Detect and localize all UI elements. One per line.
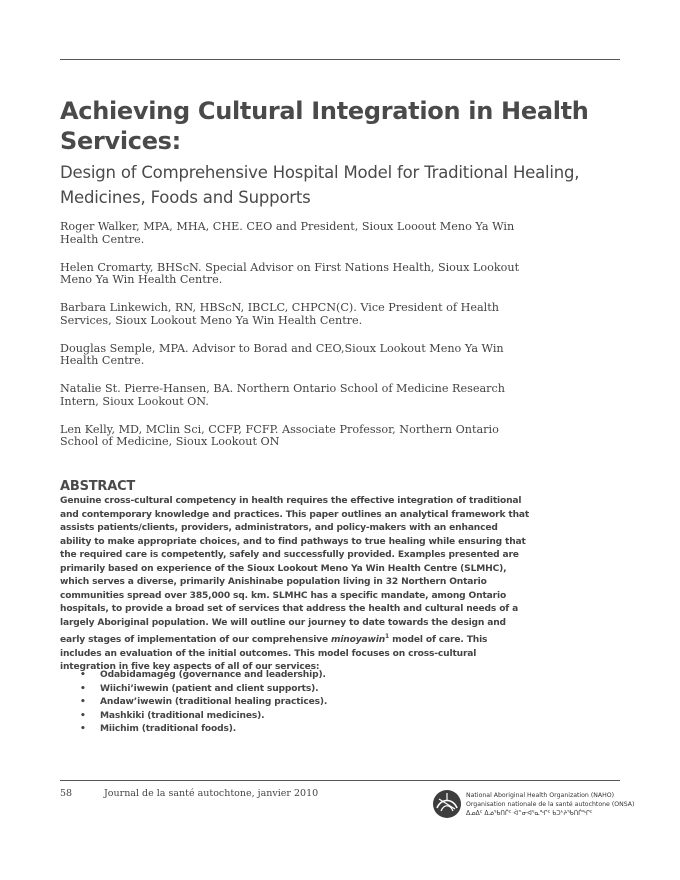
page-number: 58 [60, 788, 73, 799]
list-item [60, 710, 460, 724]
author-entry: Barbara Linkewich, RN, HBScN, IBCLC, CHPCN(C). Vice President of Health Services, Sioux Lookout Meno Ya Win Health Centre. [60, 301, 499, 327]
journal-name: Journal de la santé autochtone, janvier 2010 [104, 788, 319, 799]
list-item [60, 683, 460, 697]
abstract-text-part2: model of care. This includes an evaluation of the initial outcomes. This model focuses on cross-cultural integration in five key aspects of all of our services: [60, 635, 488, 673]
author-entry: Len Kelly, MD, MClin Sci, CCFP, FCFP. Associate Professor, Northern Ontario School of Medicine, Sioux Lookout ON [60, 422, 499, 448]
author-list [60, 221, 530, 464]
bullet: • [80, 724, 86, 734]
list-item [60, 723, 460, 737]
bullet: • [80, 670, 86, 680]
author-entry: Helen Cromarty, BHScN. Special Advisor on First Nations Health, Sioux Lookout Meno Ya Win Health Centre. [60, 260, 520, 286]
bullet: • [80, 683, 86, 694]
list-item [60, 669, 460, 683]
paper-title: Achieving Cultural Integration in Health Services: [60, 97, 589, 155]
list-item-text: Mashkiki (traditional medicines). [100, 710, 265, 721]
naho-logo-icon [432, 789, 462, 819]
author-entry: Natalie St. Pierre-Hansen, BA. Northern Ontario School of Medicine Research Intern, Sioux Lookout ON. [60, 382, 505, 408]
paper-subtitle: Design of Comprehensive Hospital Model for Traditional Healing, Medicines, Foods and Supports [60, 163, 580, 207]
bottom-rule [60, 780, 620, 781]
key-aspects-list [60, 669, 460, 737]
list-item-text: Andaw’iwewin (traditional healing practices). [100, 697, 328, 707]
abstract-heading: ABSTRACT [60, 479, 136, 494]
bullet: • [80, 710, 86, 721]
list-item-text: Miichim (traditional foods). [100, 724, 237, 734]
author-entry: Roger Walker, MPA, MHA, CHE. CEO and President, Sioux Looout Meno Ya Win Health Centre. [60, 220, 515, 246]
list-item-text: Wiichi’iwewin (patient and client supports). [100, 683, 319, 694]
org-line-en: National Aboriginal Health Organization (NAHO) [466, 792, 615, 799]
list-item-text: Odabidamageg (governance and leadership). [100, 670, 326, 680]
abstract-term: minoyawin [331, 635, 386, 646]
abstract-text [60, 495, 530, 675]
author-entry: Douglas Semple, MPA. Advisor to Borad and CEO,Sioux Lookout Meno Ya Win Health Centre. [60, 341, 504, 367]
organization-name [466, 791, 634, 818]
bullet: • [80, 697, 86, 707]
top-rule [60, 59, 620, 60]
org-line-fr: Organisation nationale de la santé autochtone (ONSA) [466, 801, 635, 808]
abstract-text-part1: Genuine cross-cultural competency in health requires the effective integration of traditional and contemporary knowledge and practices. This paper outlines an analytical framework that assists patients/clients, providers, administrators, and policy-makers with an enhanced ability to make appropriate choices, and to find pathways to true healing while ensuring that the required care is competently, safely and successfully provided. Examples presented are primarily based on experience of the Sioux Lookout Meno Ya Win Health Centre (SLMHC), which serves a diverse, primarily Anishinabe population living in 32 Northern Ontario communities spread over 385,000 sq. km. SLMHC has a specific mandate, among Ontario hospitals, to provide a broad set of services that address the health and cultural needs of a largely Aboriginal population. We will outline our journey to date towards the design and early stages of implementation of our comprehensive [60, 496, 530, 646]
footnote-mark: 1 [385, 633, 390, 640]
org-line-iu: ᐃᓄᐃᑦ ᐃᓅᖃᑎᒌᑦ ᐋᓐᓂᐊᕐᓇᖏᑦ ᑲᑐᔾᔨᖃᑎᒌᖏᑦ [466, 810, 593, 817]
list-item [60, 696, 460, 710]
